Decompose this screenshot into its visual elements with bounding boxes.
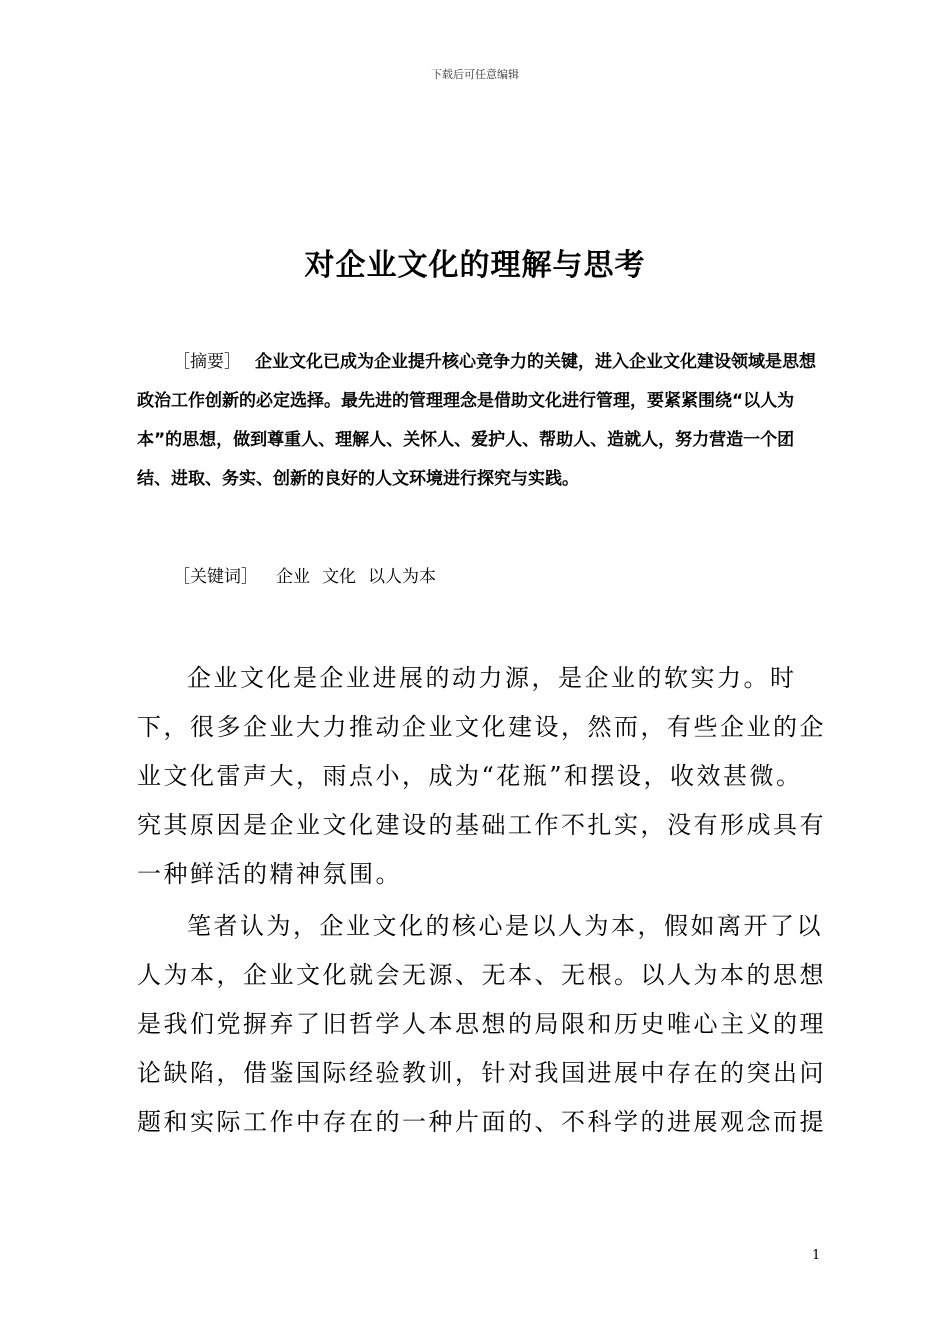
keywords-label: ［关键词］ [173,567,258,587]
keyword-item: 文化 [322,567,356,587]
page-number: 1 [812,1248,821,1263]
keyword-item: 企业 [276,567,310,587]
keyword-item: 以人为本 [368,567,436,587]
body-paragraph: 企业文化是企业进展的动力源，是企业的软实力。时下，很多企业大力推动企业文化建设，然而，有些企业的企业文化雷声大，雨点小，成为“花瓶”和摆设，收效甚微。究其原因是企业文化建设的基础工作不扎实，没有形成具有一种鲜活的精神氛围。 [137,664,826,888]
document-title: 对企业文化的理解与思考 [304,248,646,283]
abstract-label: ［摘要］ [173,352,241,372]
abstract-text: 企业文化已成为企业提升核心竞争力的关键，进入企业文化建设领域是思想政治工作创新的必定选择。最先进的管理理念是借助文化进行管理，要紧紧围绕“以人为本”的思想，做到尊重人、理解人、关怀人、爱护人、帮助人、造就人，努力营造一个团结、进取、务实、创新的良好的人文环境进行探究与实践。 [137,352,816,489]
body-paragraph: 笔者认为，企业文化的核心是以人为本，假如离开了以人为本，企业文化就会无源、无本、无根。以人为本的思想是我们党摒弃了旧哲学人本思想的局限和历史唯心主义的理论缺陷，借鉴国际经验教训，针对我国进展中存在的突出问题和实际工作中存在的一种片面的、不科学的进展观念而提 [137,912,826,1136]
page-header-note: 下载后可任意编辑 [431,68,519,81]
abstract-section [137,343,817,499]
keywords-section [173,562,448,587]
